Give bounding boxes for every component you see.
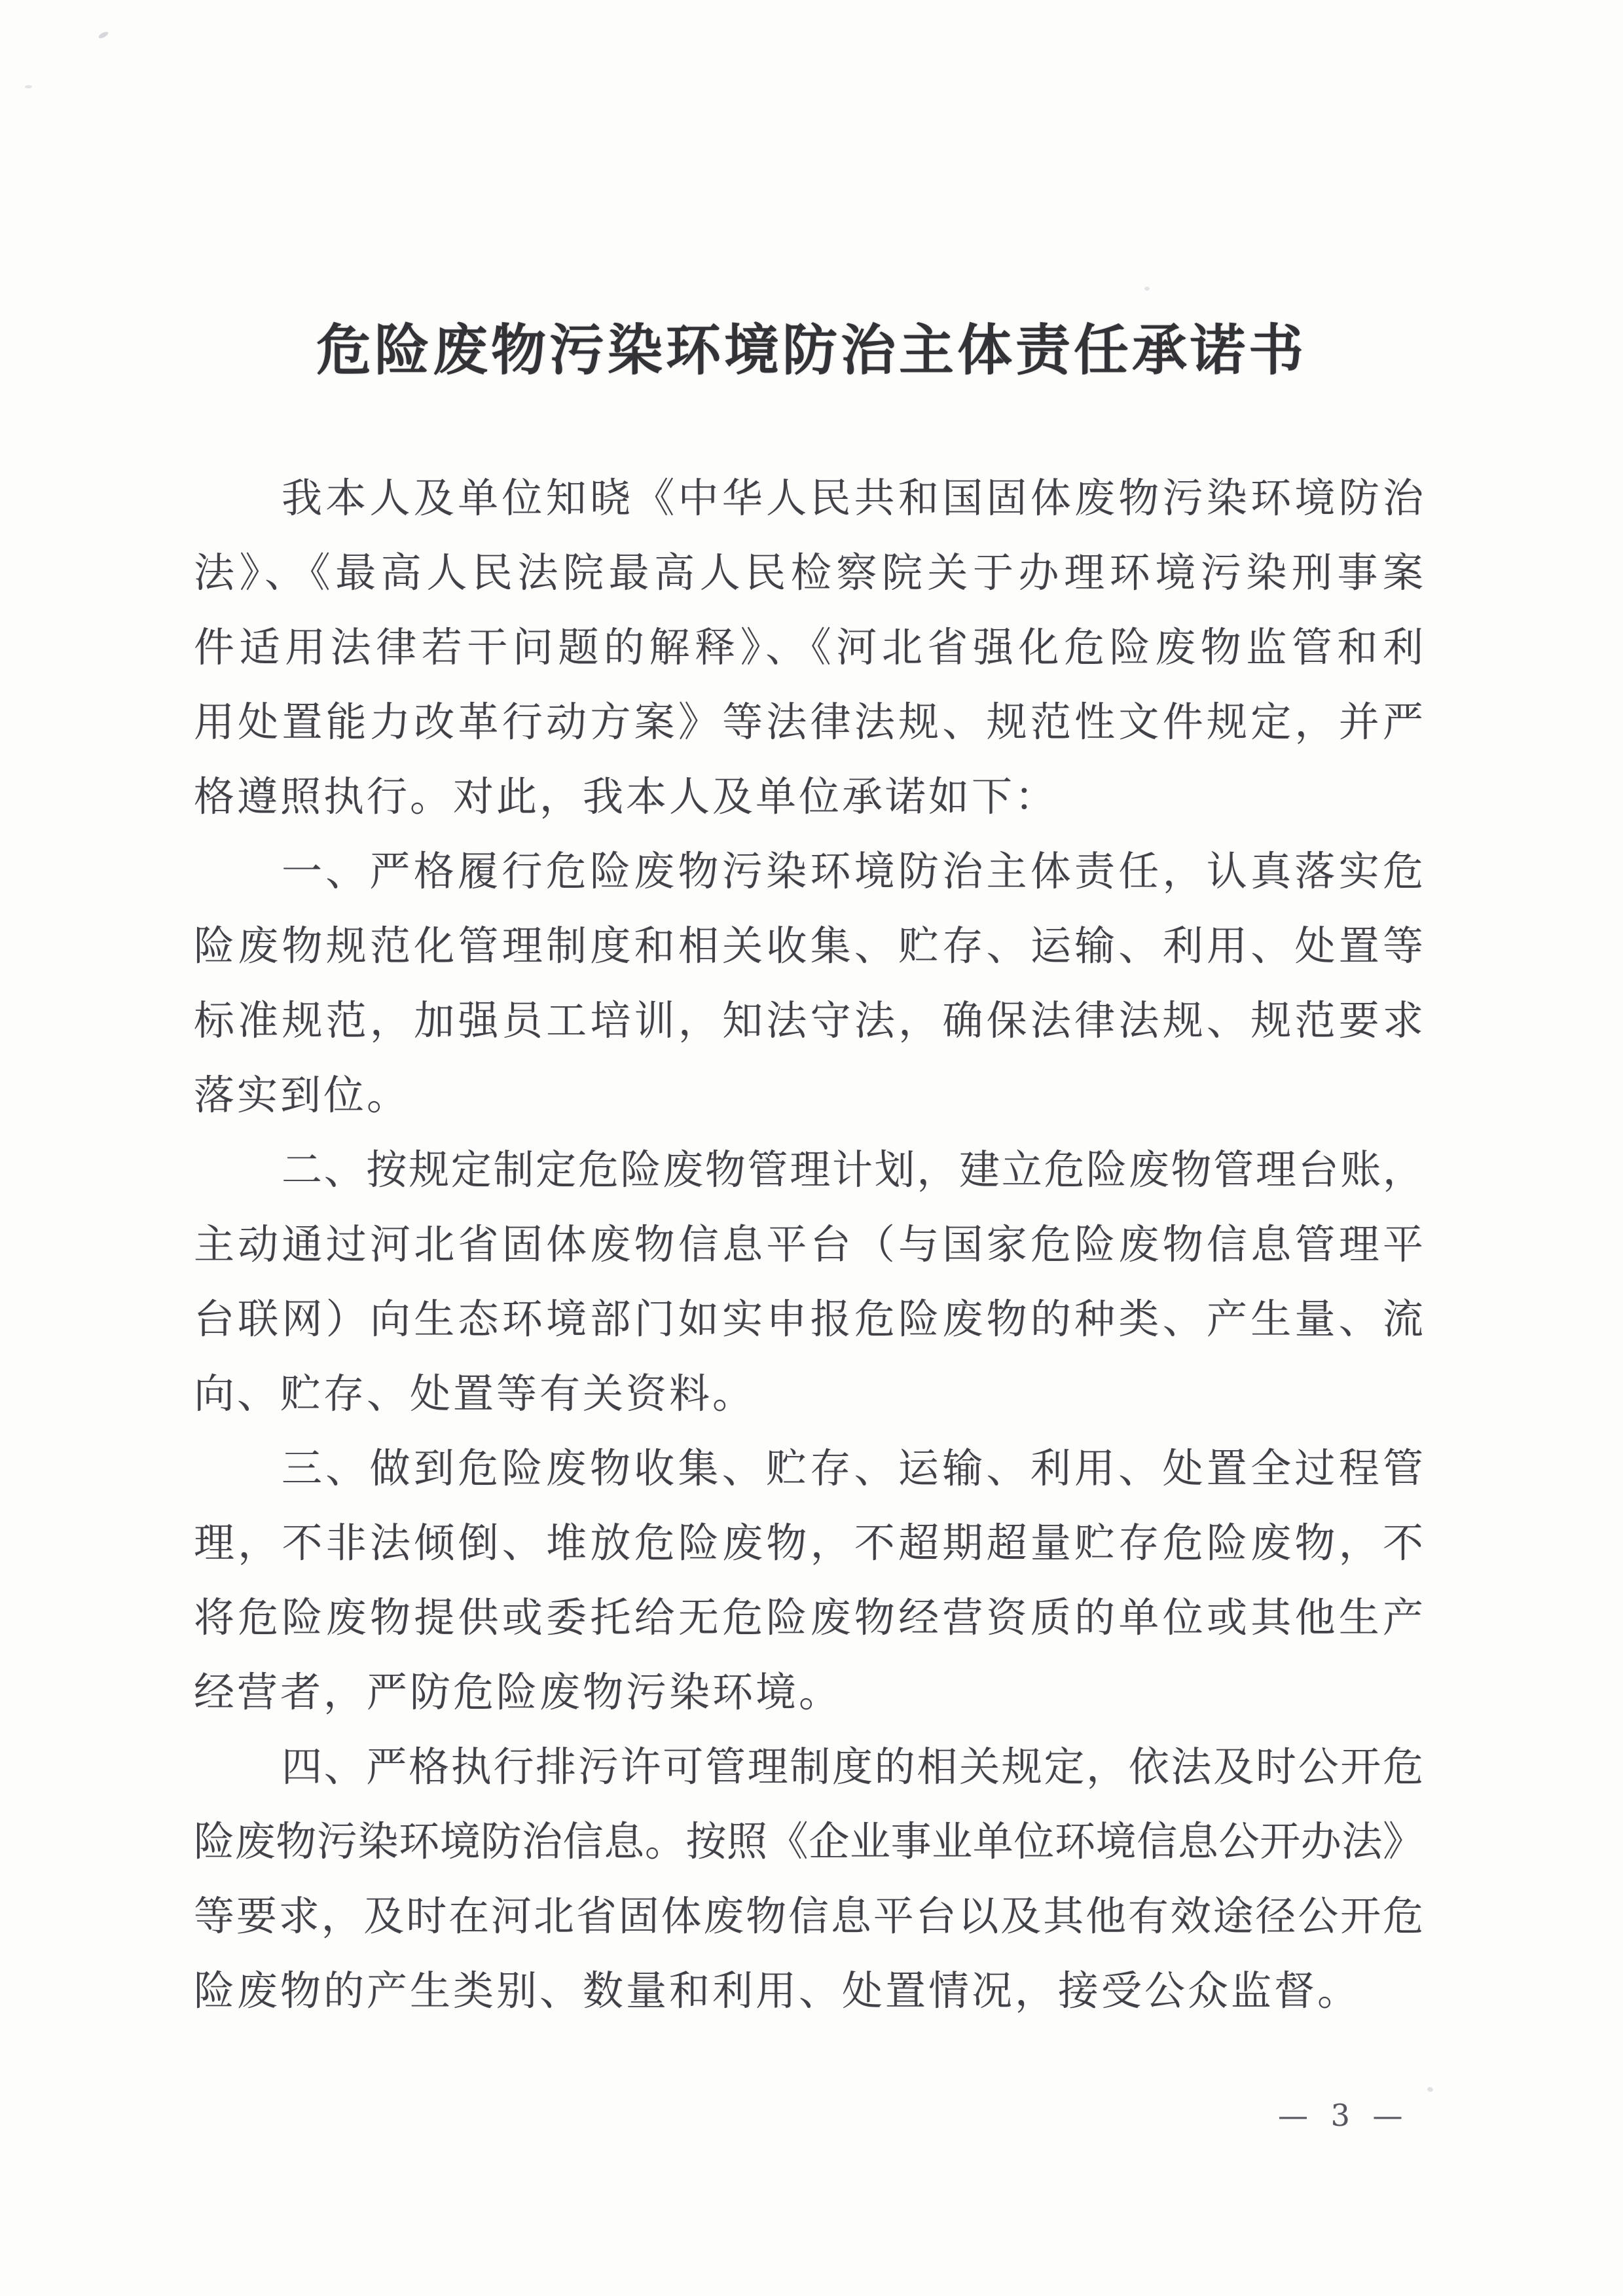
body-line: 经营者，严防危险废物污染环境。 — [194, 1668, 843, 1716]
body-line: 格遵照执行。对此，我本人及单位承诺如下： — [194, 773, 1059, 820]
body-line: 用处置能力改革行动方案》等法律法规、规范性文件规定，并严 — [194, 698, 1423, 746]
body-line: 险废物的产生类别、数量和利用、处置情况，接受公众监督。 — [194, 1967, 1361, 2014]
body-line: 标准规范，加强员工培训，知法守法，确保法律法规、规范要求 — [194, 996, 1423, 1044]
body-line: 主动通过河北省固体废物信息平台（与国家危险废物信息管理平 — [194, 1220, 1423, 1268]
body-line: 理，不非法倾倒、堆放危险废物，不超期超量贮存危险废物，不 — [194, 1519, 1423, 1567]
body-line: 险废物污染环境防治信息。按照《企业事业单位环境信息公开办法》 — [194, 1817, 1423, 1865]
scan-speck — [1427, 2086, 1434, 2093]
body-line: 落实到位。 — [194, 1071, 410, 1119]
body-line: 等要求，及时在河北省固体废物信息平台以及其他有效途径公开危 — [194, 1892, 1423, 1940]
scan-speck — [1144, 287, 1150, 291]
body-line: 一、严格履行危险废物污染环境防治主体责任，认真落实危 — [282, 847, 1423, 895]
body-line: 三、做到危险废物收集、贮存、运输、利用、处置全过程管 — [282, 1444, 1423, 1492]
page-number: — 3 — — [1278, 2098, 1410, 2133]
body-line: 台联网）向生态环境部门如实申报危险废物的种类、产生量、流 — [194, 1295, 1423, 1343]
body-line: 向、贮存、处置等有关资料。 — [194, 1370, 756, 1417]
body-line: 险废物规范化管理制度和相关收集、贮存、运输、利用、处置等 — [194, 922, 1423, 970]
body-line: 我本人及单位知晓《中华人民共和国固体废物污染环境防治 — [282, 474, 1423, 522]
body-line: 法》、《最高人民法院最高人民检察院关于办理环境污染刑事案 — [194, 549, 1423, 596]
body-line: 件适用法律若干问题的解释》、《河北省强化危险废物监管和利 — [194, 623, 1423, 671]
document-title: 危险废物污染环境防治主体责任承诺书 — [316, 318, 1307, 382]
document-body — [194, 461, 1423, 2028]
body-line: 二、按规定制定危险废物管理计划，建立危险废物管理台账， — [282, 1146, 1423, 1194]
scan-speck — [98, 31, 109, 40]
body-line: 将危险废物提供或委托给无危险废物经营资质的单位或其他生产 — [194, 1594, 1423, 1641]
body-line: 四、严格执行排污许可管理制度的相关规定，依法及时公开危 — [282, 1743, 1423, 1791]
scan-speck — [25, 85, 32, 88]
